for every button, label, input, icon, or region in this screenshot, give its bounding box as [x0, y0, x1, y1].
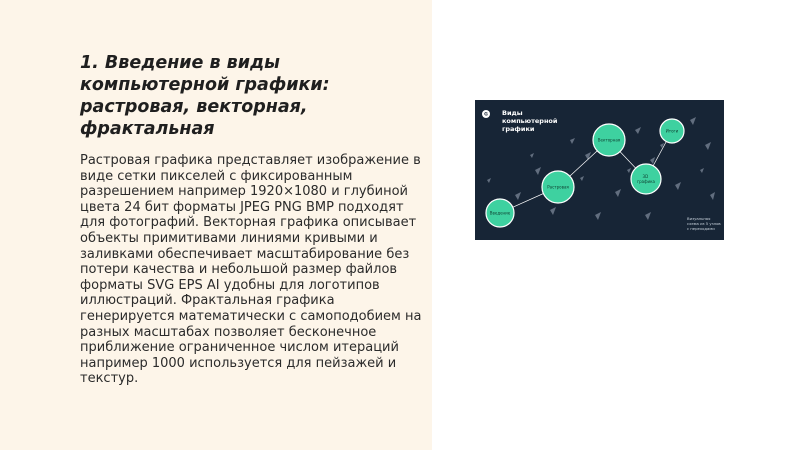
svg-text:G: G [484, 112, 488, 118]
thumbnail-title: Виды компьютерной графики [502, 109, 558, 133]
thumbnail-caption: Визуальная схема из 5 узлов с переходами [687, 216, 721, 231]
diagram-node [660, 119, 684, 143]
diagram-node [542, 171, 574, 203]
svg-text:Итоги: Итоги [665, 128, 679, 134]
slide-title: 1. Введение в виды компьютерной графики: растровая, векторная, фрактальная [80, 53, 330, 139]
svg-text:Векторная: Векторная [597, 137, 621, 143]
slide-body-text: Растровая графика представляет изображение в виде сетки пикселей с фиксированным разрешением например 1920×1080 и глубиной цвета 24 бит форматы JPEG PNG BMP подходят для фотографий. Векторная графика описывает объекты примитивами линиями кривыми и заливками обеспечивает масштабирование без потери качества и небольшой размер файлов форматы SVG EPS AI удобны для логотипов иллюстраций. Фрактальная графика генерируется математически с самоподобием на разных масштабах позволяет бесконечное приближение ограниченное числом итераций например 1000 используется для пейзажей и текстур. [80, 153, 422, 387]
diagram-node [631, 164, 661, 194]
slide-thumbnail-image [475, 100, 724, 240]
svg-text:Растровая: Растровая [547, 184, 569, 190]
svg-text:Введение: Введение [489, 210, 511, 216]
svg-text:3D графика: 3D графика [637, 174, 655, 184]
logo-icon [482, 110, 490, 118]
diagram-node [593, 124, 625, 156]
diagram-nodes [486, 119, 684, 227]
diagram-node [486, 199, 514, 227]
